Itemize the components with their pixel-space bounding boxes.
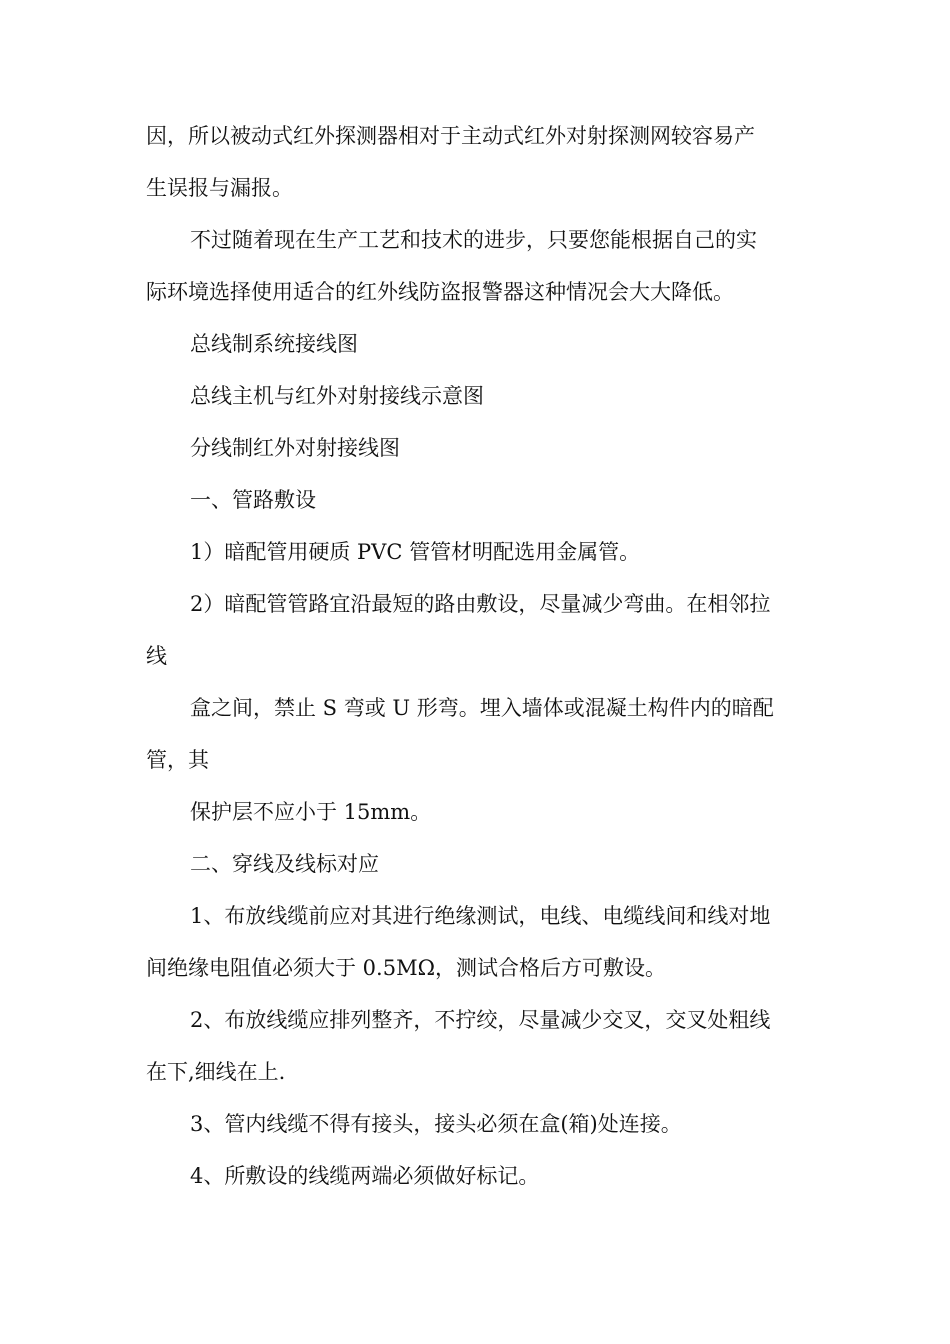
- text-line: 因，所以被动式红外探测器相对于主动式红外对射探测网较容易产: [146, 124, 755, 148]
- list-item: 1、布放线缆前应对其进行绝缘测试，电线、电缆线间和线对地: [190, 904, 771, 928]
- list-item: 2、布放线缆应排列整齐，不拧绞，尽量减少交叉，交叉处粗线: [190, 1008, 771, 1032]
- text-line: 间绝缘电阻值必须大于 0.5MΩ，测试合格后方可敷设。: [146, 956, 666, 980]
- body-text: [146, 116, 808, 1208]
- text-line: 不过随着现在生产工艺和技术的进步，只要您能根据自己的实: [190, 228, 757, 252]
- heading-line: 总线制系统接线图: [190, 332, 358, 356]
- heading-line: 分线制红外对射接线图: [190, 436, 400, 460]
- list-item: 1）暗配管用硬质 PVC 管管材明配选用金属管。: [190, 540, 641, 564]
- text-line: 保护层不应小于 15mm。: [190, 800, 432, 824]
- text-line: 在下,细线在上.: [146, 1060, 286, 1084]
- heading-line: 总线主机与红外对射接线示意图: [190, 384, 484, 408]
- text-line: 盒之间，禁止 S 弯或 U 形弯。埋入墙体或混凝土构件内的暗配: [190, 696, 774, 720]
- section-heading: 二、穿线及线标对应: [190, 852, 379, 876]
- text-line: 线: [146, 644, 167, 668]
- text-line: 管，其: [146, 748, 209, 772]
- list-item: 2）暗配管管路宜沿最短的路由敷设，尽量减少弯曲。在相邻拉: [190, 592, 771, 616]
- list-item: 4、所敷设的线缆两端必须做好标记。: [190, 1164, 540, 1188]
- section-heading: 一、管路敷设: [190, 488, 316, 512]
- text-line: 生误报与漏报。: [146, 176, 293, 200]
- text-line: 际环境选择使用适合的红外线防盗报警器这种情况会大大降低。: [146, 280, 734, 304]
- list-item: 3、管内线缆不得有接头，接头必须在盒(箱)处连接。: [190, 1112, 682, 1136]
